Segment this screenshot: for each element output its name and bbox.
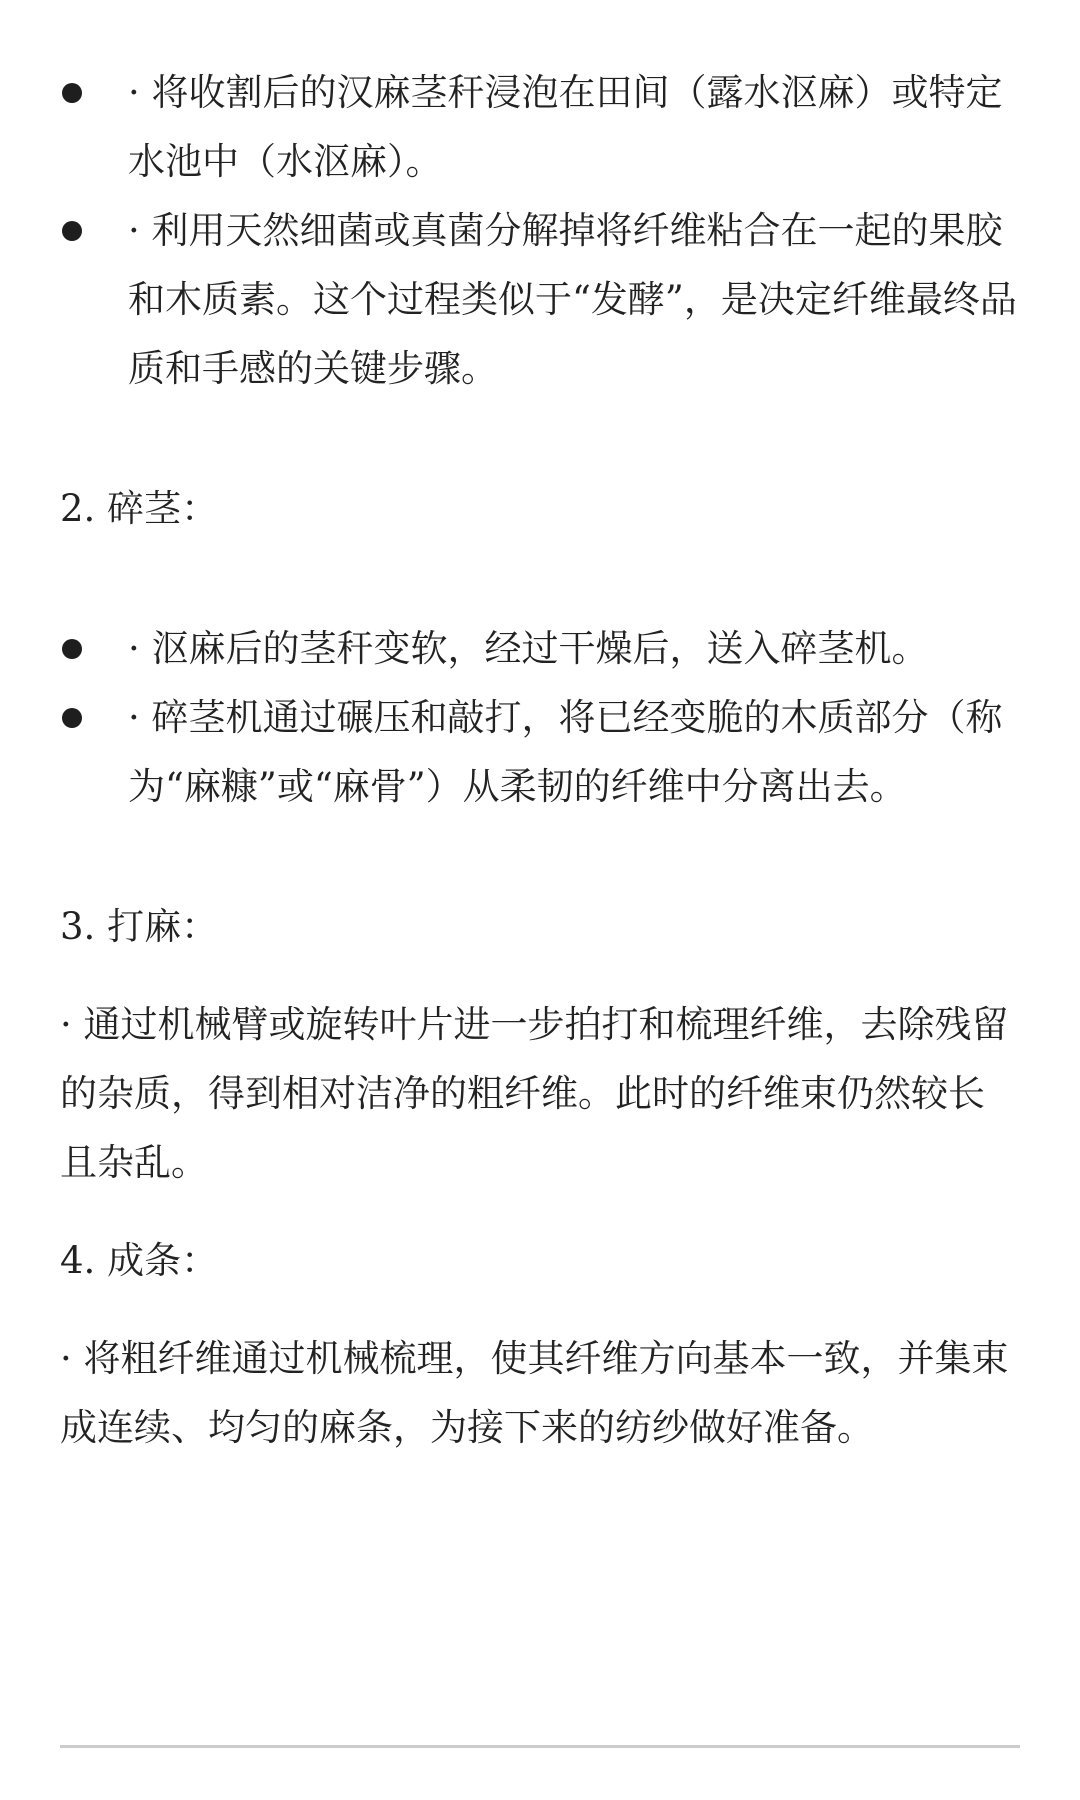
divider [60,1745,1020,1748]
list-item [60,683,1020,821]
bullet-dot-icon [62,221,82,241]
sliver-paragraph: · 将粗纤维通过机械梳理，使其纤维方向基本一致，并集束成连续、均匀的麻条，为接下来的纺纱做好准备。 [60,1337,1009,1449]
bullet-dot-icon [62,639,82,659]
bullet-dot-icon [62,708,82,728]
list-item [60,196,1020,403]
section-heading-scutching: 3. 打麻： [60,905,219,948]
retting-bullet-list [60,58,1020,403]
crushing-bullet-list [60,614,1020,821]
list-item-text: · 沤麻后的茎秆变软，经过干燥后，送入碎茎机。 [128,627,929,670]
article-body [60,58,1020,1462]
scutching-paragraph: · 通过机械臂或旋转叶片进一步拍打和梳理纤维，去除残留的杂质，得到相对洁净的粗纤维。此时的纤维束仍然较长且杂乱。 [60,1003,1009,1184]
section-heading-crushing: 2. 碎茎： [60,487,219,530]
list-item [60,614,1020,683]
list-item-text: · 碎茎机通过碾压和敲打，将已经变脆的木质部分（称为“麻糠”或“麻骨”）从柔韧的纤维中分离出去。 [128,696,1003,808]
bullet-dot-icon [62,83,82,103]
section-heading-sliver: 4. 成条： [60,1239,219,1282]
list-item-text: · 利用天然细菌或真菌分解掉将纤维粘合在一起的果胶和木质素。这个过程类似于“发酵”，是决定纤维最终品质和手感的关键步骤。 [128,209,1017,390]
list-item [60,58,1020,196]
list-item-text: · 将收割后的汉麻茎秆浸泡在田间（露水沤麻）或特定水池中（水沤麻）。 [128,71,1003,183]
